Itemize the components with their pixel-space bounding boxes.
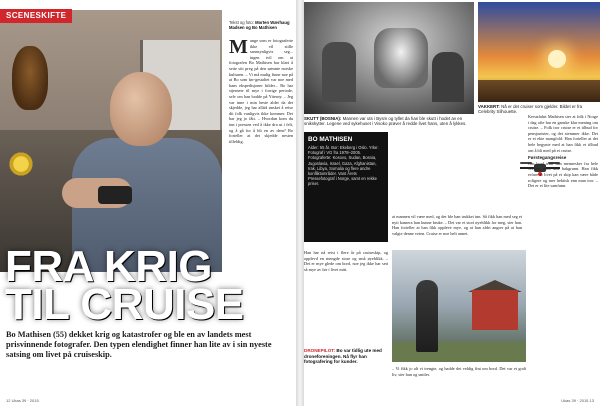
flowers [6,152,36,176]
dropcap: M [229,38,248,58]
left-body-column [229,38,293,264]
byline-names: Morten Wærhaug Madsen og Bo Mathisen [229,20,290,30]
section-tag: SCENESKIFTE [0,9,72,23]
fact-box-title: BO MATHISEN [308,136,353,143]
fact-box [304,132,388,242]
left-page [0,0,296,406]
lead-paragraph: Bo Mathisen (55) dekket krig og katastrofer og ble en av landets mest prisvinnende fotografer. Den typen elendighet finner han lite av i sin nyeste satsing om livet på cruiseskip. [6,330,272,359]
drone-pilot-figure [416,280,438,352]
bosnia-figure-left [322,42,356,102]
caption-cruise-label: VAKKERT: [478,104,500,109]
caption-bosnia-label: SKUTT (BOSNIA): [304,116,342,121]
right-folio-mag: Ukas 39 · 2015 [561,398,589,403]
bosnia-figure-right [432,52,464,102]
sun [548,50,566,68]
right-subheading: Førstegangsreise [528,155,567,161]
headline-line-2: TIL CRUISE [5,280,244,329]
fact-box-text: Alder: 55 år. Bor: Ekeberg i Oslo. Yrke: Fotograf i VG fra 1978–2005. Fotograferte: Kosovo, Sudan, Bosnia, Jugoslavia, Israel, Gaza, Afghanistan, Irak, Libya, Somalia og flere andre konfliktområder. Vant Årets Pressefotograf i Norge, samt en rekke priser. [308,145,379,187]
left-folio-mag: Ukas 39 · 2015 [11,398,39,403]
ground [392,342,526,362]
hero-photo [0,10,222,272]
mid-body-column [392,214,522,248]
right-page [304,0,600,406]
caption-dronepilot [304,348,388,365]
right-body-text-2: Om bord traff han mennesker fra hele verden, med ulik bakgrunn. Han fikk erfare at livet på et skip kan være både roligere og mer hektisk enn man tror. – Det er et lite samfunn. [528,160,598,189]
right-body-column [528,114,598,400]
headline-line-1: FRA KRIG [5,242,213,291]
right-body-text: Kreuzfahrt Mathisen sier at folk i Norge i dag ofte har en ganske klar mening om cruise. – Folk tror cruise er et tilbud for pensjonister, og det stemmer ikke. Det er et ekte mangfold. Han forteller at det hele begynte med at han fikk et tilbud om å bli med på et cruise. [528,114,598,153]
left-body-column-right-page [304,250,388,344]
bottom-body-column [392,366,526,398]
byline-label: Tekst og foto: [229,20,254,25]
camera [98,186,132,204]
bottom-body-text: – Vi fikk jo alt vi trengte, og hadde det veldig fint om bord. Det var et godt liv, sier han og smiler. [392,366,526,377]
cruise-sunset-photo [478,2,600,102]
left-folio [6,398,39,403]
right-folio [561,398,594,403]
byline [229,20,293,30]
right-page-number: 13 [589,398,594,403]
photographer-head [110,72,172,146]
caption-dronepilot-text: Bo var tidlig ute med droneforeningen. Nå flyr han fotografering for kunder. [304,348,382,365]
caption-dronepilot-label: DRONEPILOT: [304,348,336,353]
left-body-text: ange som er fotograferte ikke vil stille sannsynligvis seg... ingen tvil om at fotografen Bo Mathisen har klart å sette sitt preg på den sømnte norske kulturen. – Vi må mulig finne noe på at Bo som før-gestaltet var noe med hans ekspedisjoner bilder... Bo har stjernete til mye i forrige periode, selv om han bodde på Ytterøy. – Jeg var inne i min beste alder da det skjedde, jeg har alltid ønsket å reise dit folk vanligvis ikke kommer. Det har jeg jo fått. – Hvordan kom du inn i pressen ved å ikke dra ut i felt, og å gå for å bli en av dem? Bo forteller at det skjedde nesten tilfeldig. [229,38,293,144]
headline [5,242,295,329]
bosnia-figure-center [374,28,428,88]
left-body-text-right-page: Han har nå reist i flere år på cruiseskip, og opplevd en mengde store og små øyeblikk. – Det er mye glede om bord, noe jeg ikke har sett så mye av før i livet mitt. [304,250,388,272]
bosnia-photo [304,2,474,114]
mid-body-text: at mannen vil være med, og der ble han trukket inn. Så fikk han med seg et nytt kamera han kunne bruke. – Det var et stort øyeblikk for meg, sier han. Han forteller at han fikk oppleve mye, og at han aldri angrer på at han valgte denne veien. Cruise er noe helt annet. [392,214,522,236]
left-page-number: 12 [6,398,11,403]
red-house [472,290,518,330]
ship-deck [478,80,600,102]
caption-cruise-text: Nå er det cruiser som gjelder. Bildet er fra Celebrity Silhouette. [478,104,583,115]
drone-pilot-photo [392,250,526,362]
spread-gutter [296,0,304,406]
caption-bosnia-text: Mannen var uts i Bysm og tyllet da han ble skutt i hodet av en snikskytter. Legene ved sykehuset i Visoko prøver å redde livet hans, uten å lykkes. [304,116,467,127]
african-mask [12,46,48,110]
caption-bosnia [304,116,474,127]
